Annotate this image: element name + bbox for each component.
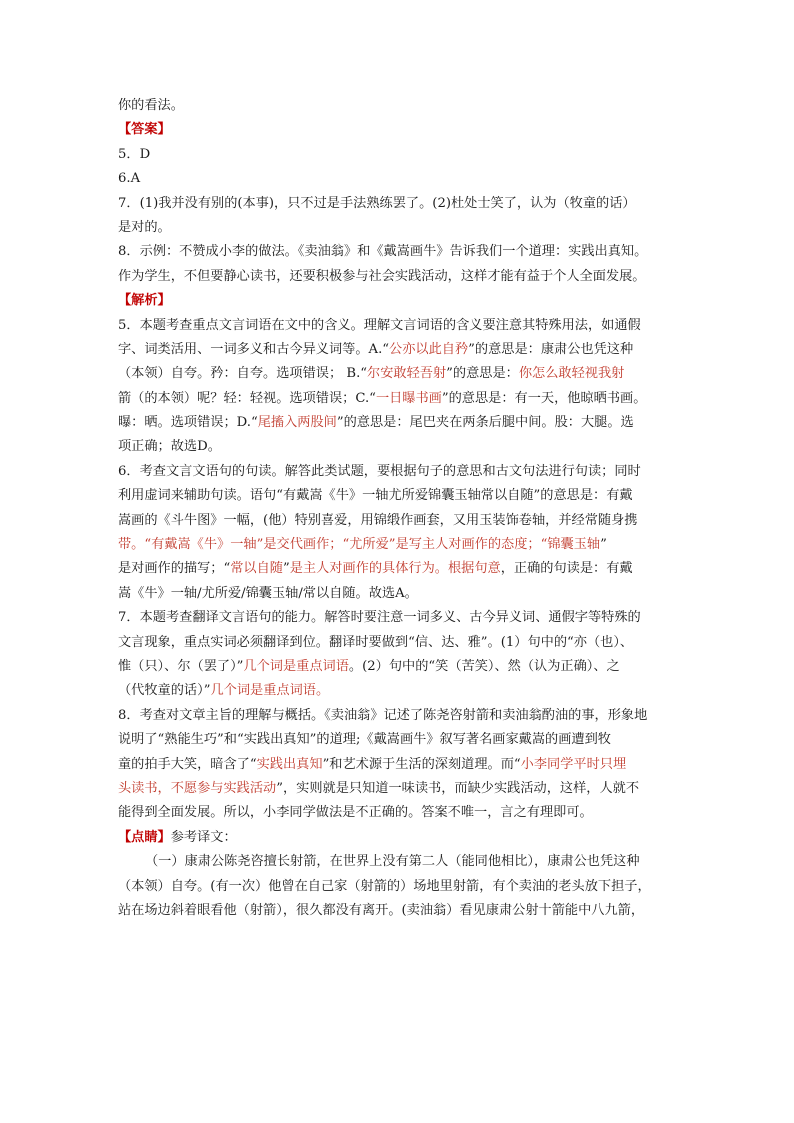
text-run: 站在场边斜着眼看他（射箭），很久都没有离开。(卖油翁）看见康肃公射十箭能中八九箭， xyxy=(118,902,645,918)
text-line xyxy=(118,728,678,752)
text-line xyxy=(118,704,678,728)
text-run: 参考译文： xyxy=(170,829,237,845)
text-run: 项正确；故选D。 xyxy=(118,439,221,455)
text-line xyxy=(118,533,678,557)
text-run: ”和艺术源于生活的深刻道理。而“ xyxy=(322,756,521,772)
highlighted-text: 锦囊玉轴 xyxy=(547,537,601,553)
text-run: 利用虚词来辅助句读。语句“有戴嵩《牛》一轴尤所爱锦囊玉轴常以自随”的意思是：有戴 xyxy=(118,488,633,504)
highlighted-text: 一日曝书画 xyxy=(375,390,442,406)
highlighted-text: 你怎么敢轻视我射 xyxy=(518,366,625,382)
text-run: 8．示例：不赞成小李的做法。《卖油翁》和《戴嵩画牛》告诉我们一个道理：实践出真知。 xyxy=(118,244,648,260)
section-heading: 【答案】 xyxy=(118,122,171,138)
text-run: 8．考查对文章主旨的理解与概括。《卖油翁》记述了陈尧咨射箭和卖油翁酌油的事，形象地 xyxy=(118,707,648,723)
highlighted-text: 尾搐入两股间 xyxy=(257,415,337,431)
text-run: 箭（的本领）呢？轻：轻视。选项错误；C.“ xyxy=(118,390,376,406)
text-run: 7．(1)我并没有别的(本事)，只不过是手法熟练罢了。(2)杜处士笑了，认为（牧童的话） xyxy=(118,195,636,211)
text-run: ”的意思是：有一天，他晾晒书画。 xyxy=(441,390,647,406)
text-run: ”，实则就是只知道一味读书，而缺少实践活动，这样，人就不 xyxy=(276,780,640,796)
text-run: 6.A xyxy=(118,171,141,187)
text-run: 能得到全面发展。所以，小李同学做法是不正确的。答案不唯一，言之有理即可。 xyxy=(118,805,593,821)
highlighted-text: ”是写主人对画作的态度；“ xyxy=(388,537,548,553)
text-line xyxy=(118,826,678,850)
text-run: （本领）自夸。矜：自夸。选项错误； B.“ xyxy=(118,366,368,382)
text-line xyxy=(118,582,678,606)
text-run: 童的拍手大笑，暗含了“ xyxy=(118,756,257,772)
text-line xyxy=(118,94,678,118)
text-line xyxy=(118,484,678,508)
text-line xyxy=(118,143,678,167)
text-run: 嵩画的《斗牛图》一幅，(他）特别喜爱，用锦缎作画套，又用玉装饰卷轴，并经常随身携 xyxy=(118,512,638,528)
text-line xyxy=(118,655,678,679)
highlighted-text: ”是交代画作；“ xyxy=(256,537,350,553)
highlighted-text: 尔安敢轻吾射 xyxy=(367,366,447,382)
highlighted-text: 带。“ xyxy=(118,537,152,553)
text-line xyxy=(118,167,678,191)
text-run: ”的意思是：尾巴夹在两条后腿中间。股：大腿。选 xyxy=(336,415,634,431)
text-run: （本领）自夸。(有一次）他曾在自己家（射箭的）场地里射箭，有个卖油的老头放下担子， xyxy=(118,878,651,894)
highlighted-text: 公亦以此自矜 xyxy=(389,341,469,357)
text-line xyxy=(118,118,678,142)
text-line xyxy=(118,192,678,216)
text-run: ” xyxy=(283,561,290,577)
text-run: ”的意思是：康肃公也凭这种 xyxy=(468,341,634,357)
text-run: ，正确的句读是：有戴 xyxy=(500,561,633,577)
text-line xyxy=(118,338,678,362)
text-line xyxy=(118,240,678,264)
text-run: （一）康肃公陈尧咨擅长射箭，在世界上没有第二人（能同他相比），康肃公也凭这种 xyxy=(145,854,640,870)
text-line xyxy=(118,557,678,581)
text-line xyxy=(118,509,678,533)
text-line xyxy=(118,460,678,484)
highlighted-text: 几个词是重点词语。 xyxy=(210,683,330,699)
text-run: ” xyxy=(600,537,607,553)
text-run: 。(2）句中的“笑（苦笑）、然（认为正确）、之 xyxy=(348,658,620,674)
text-run: 文言现象，重点实词必须翻译到位。翻译时要做到“信、达、雅”。(1）句中的“亦（也）、 xyxy=(118,634,634,650)
text-run: 6．考查文言文语句的句读。解答此类试题，要根据句子的意思和古文句法进行句读；同时 xyxy=(118,463,641,479)
text-run: 7．本题考查翻译文言语句的能力。解答时要注意一词多义、古今异义词、通假字等特殊的 xyxy=(118,610,641,626)
text-line xyxy=(118,387,678,411)
text-run: （代牧童的话）” xyxy=(118,683,211,699)
highlighted-text: 尤所爱 xyxy=(349,537,389,553)
highlighted-text: 有戴嵩《牛》一轴 xyxy=(151,537,257,553)
text-line xyxy=(118,411,678,435)
text-run: 你的看法。 xyxy=(118,98,184,113)
text-line xyxy=(118,875,678,899)
text-run: 5．D xyxy=(118,146,151,162)
highlighted-text: 是主人对画作的具体行为。根据句意 xyxy=(289,561,501,577)
text-run: 曝：晒。选项错误；D.“ xyxy=(118,415,258,431)
text-line xyxy=(118,314,678,338)
highlighted-text: 头读书，不愿参与实践活动 xyxy=(118,780,277,796)
text-line xyxy=(118,362,678,386)
text-line xyxy=(118,850,678,874)
text-run: 说明了“熟能生巧”和“实践出真知”的道理;《戴嵩画牛》叙写著名画家戴嵩的画遭到牧 xyxy=(118,732,611,748)
text-line xyxy=(118,216,678,240)
highlighted-text: 常以自随 xyxy=(230,561,283,577)
text-line xyxy=(118,435,678,459)
text-line xyxy=(118,899,678,923)
section-heading: 【点睛】 xyxy=(118,829,171,845)
text-line xyxy=(118,753,678,777)
text-line xyxy=(118,777,678,801)
highlighted-text: 实践出真知 xyxy=(256,756,323,772)
section-heading: 【解析】 xyxy=(118,293,171,309)
highlighted-text: 几个词是重点词语 xyxy=(243,658,349,674)
text-line xyxy=(118,606,678,630)
document-body xyxy=(118,94,678,923)
text-line xyxy=(118,289,678,313)
text-line xyxy=(118,631,678,655)
text-run: 是对的。 xyxy=(118,219,171,235)
text-run: 5．本题考查重点文言词语在文中的含义。理解文言词语的含义要注意其特殊用法，如通假 xyxy=(118,317,641,333)
text-run: 嵩《牛》一轴/尤所爱/锦囊玉轴/常以自随。故选A。 xyxy=(118,585,418,601)
text-run: 作为学生，不但要静心读书，还要积极参与社会实践活动，这样才能有益于个人全面发展。 xyxy=(118,268,646,284)
highlighted-text: 小李同学平时只埋 xyxy=(520,756,627,772)
text-run: 惟（只）、尔（罢了）” xyxy=(118,658,244,674)
text-run: ”的意思是： xyxy=(446,366,519,382)
text-run: 字、词类活用、一词多义和古今异义词等。A.“ xyxy=(118,341,390,357)
text-line xyxy=(118,265,678,289)
text-line xyxy=(118,801,678,825)
text-run: 是对画作的描写；“ xyxy=(118,561,231,577)
text-line xyxy=(118,679,678,703)
